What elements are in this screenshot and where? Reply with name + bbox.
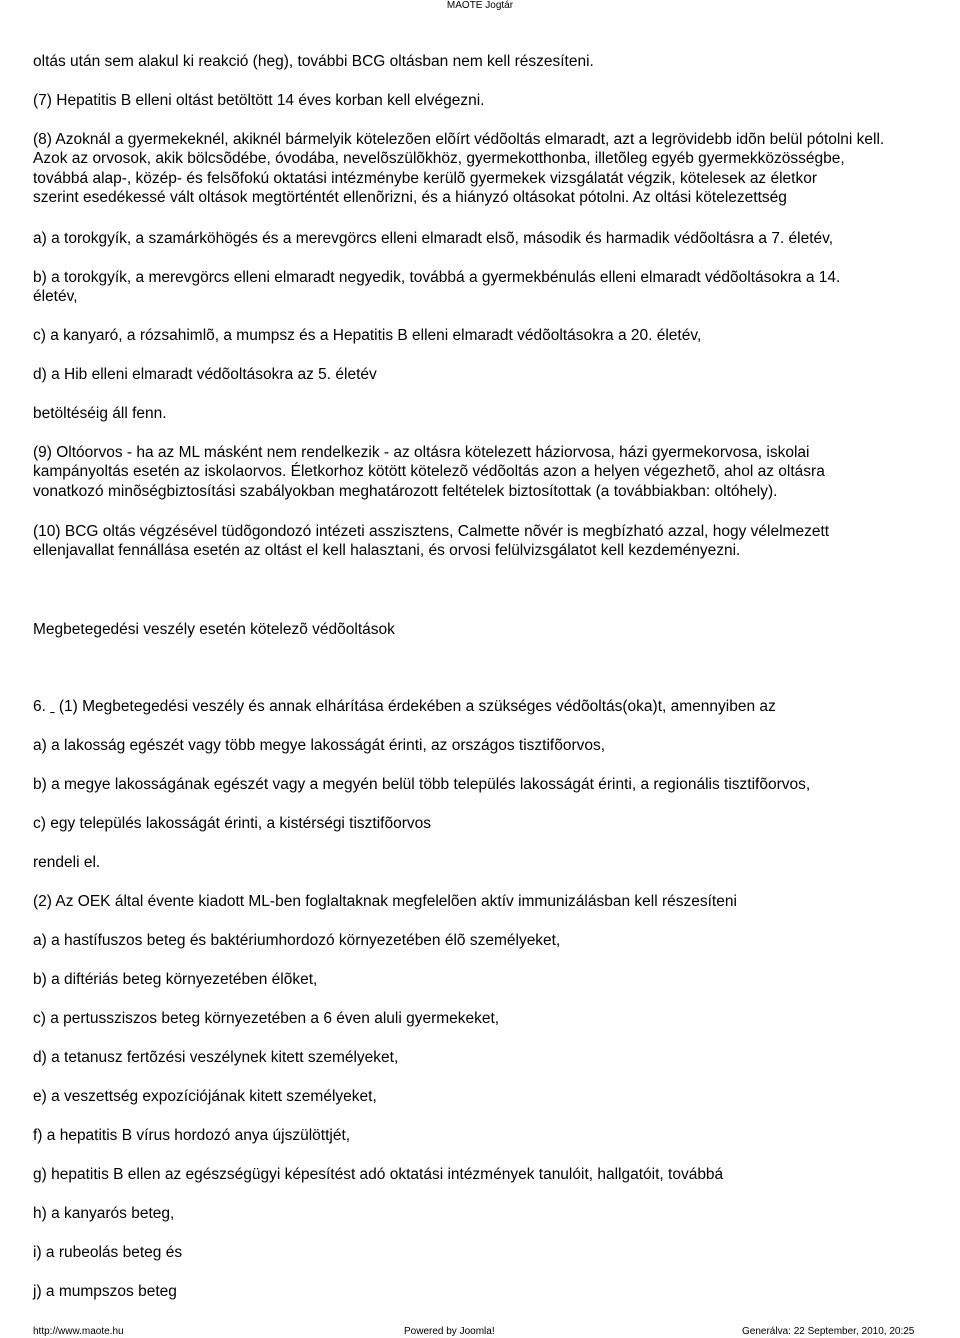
text-line: b) a megye lakosságának egészét vagy a megyén belül több település lakosságát érinti, a regionális tisztifõorvos, — [33, 776, 811, 793]
section-heading — [33, 620, 933, 639]
text-line: j) a mumpszos beteg — [33, 1283, 177, 1300]
paragraph — [33, 1243, 933, 1262]
paragraph — [33, 1165, 933, 1184]
paragraph — [33, 775, 933, 794]
paragraph — [33, 268, 933, 307]
text-line: c) egy település lakosságát érinti, a kistérségi tisztifõorvos — [33, 815, 432, 832]
text-line — [33, 697, 933, 716]
page-header: MAOTE Jogtár — [446, 0, 514, 11]
section-anchor[interactable] — [50, 698, 54, 715]
paragraph — [33, 326, 933, 345]
text-line: g) hepatitis B ellen az egészségügyi képesítést adó oktatási intézmények tanulóit, hallgatóit, továbbá — [33, 1166, 724, 1183]
text-line: a) a hastífuszos beteg és baktériumhordozó környezetében élõ személyeket, — [33, 932, 561, 949]
text-line: Azok az orvosok, akik bölcsõdébe, óvodába, nevelõszülõkhöz, gyermekotthonba, illetõleg egyéb gyermekközösségbe, — [33, 150, 845, 168]
text-line: b) a diftériás beteg környezetében élõket, — [33, 971, 318, 988]
text-line: betöltéséig áll fenn. — [33, 405, 167, 422]
text-line: szerint esedékessé vált oltások megtörténtét ellenõrizni, és a hiányzó oltásokat pótolni. Az oltási kötelezettség — [33, 189, 787, 207]
paragraph — [33, 229, 933, 248]
text-line: ellenjavallat fennállása esetén az oltást el kell halasztani, és orvosi felülvizsgálatot kell kezdeményezni. — [33, 542, 741, 560]
paragraph — [33, 892, 933, 911]
text-line: (8) Azoknál a gyermekeknél, akiknél bármelyik kötelezõen elõírt védõoltás elmaradt, azt a legrövidebb idõn belül pótolni kell. — [33, 131, 885, 148]
paragraph — [33, 736, 933, 755]
text-line: (9) Oltóorvos - ha az ML másként nem rendelkezik - az oltásra kötelezett háziorvosa, házi gyermekorvosa, iskolai — [33, 444, 810, 461]
paragraph — [33, 404, 933, 423]
text-line: életév, — [33, 288, 78, 306]
text-line: rendeli el. — [33, 854, 101, 871]
paragraph — [33, 130, 933, 208]
text-line: h) a kanyarós beteg, — [33, 1205, 175, 1222]
text-line: a) a torokgyík, a szamárköhögés és a merevgörcs elleni elmaradt elsõ, második és harmadik védõoltásra a 7. életév, — [33, 230, 834, 247]
text-line: (10) BCG oltás végzésével tüdõgondozó intézeti asszisztens, Calmette nõvér is megbízható azzal, hogy vélelmezett — [33, 523, 830, 540]
paragraph — [33, 1282, 933, 1301]
page-footer — [0, 1325, 960, 1338]
paragraph — [33, 1048, 933, 1067]
text-line: d) a Hib elleni elmaradt védõoltásokra az 5. életév — [33, 366, 377, 383]
paragraph — [33, 1204, 933, 1223]
paragraph — [33, 1009, 933, 1028]
paragraph — [33, 52, 933, 71]
text-line: f) a hepatitis B vírus hordozó anya újszülöttjét, — [33, 1127, 351, 1144]
footer-url-link[interactable]: http://www.maote.hu — [33, 1326, 124, 1337]
paragraph — [33, 443, 933, 501]
text-line: i) a rubeolás beteg és — [33, 1244, 183, 1261]
text-line: c) a kanyaró, a rózsahimlõ, a mumpsz és a Hepatitis B elleni elmaradt védõoltásokra a 20. életév, — [33, 327, 702, 344]
paragraph — [33, 931, 933, 950]
footer-powered-by: Powered by Joomla! — [404, 1326, 495, 1337]
paragraph — [33, 91, 933, 110]
paragraph — [33, 853, 933, 872]
section-number: 6. — [33, 698, 46, 715]
text-line: c) a pertussziszos beteg környezetében a 6 éven aluli gyermekeket, — [33, 1010, 500, 1027]
text-line: d) a tetanusz fertõzési veszélynek kitett személyeket, — [33, 1049, 399, 1066]
paragraph — [33, 365, 933, 384]
text-line: vonatkozó minõségbiztosítási szabályokban meghatározott feltételek biztosítottak (a továbbiakban: oltóhely). — [33, 482, 778, 500]
paragraph — [33, 1087, 933, 1106]
paragraph — [33, 814, 933, 833]
paragraph — [33, 1126, 933, 1145]
text-line: e) a veszettség expozíciójának kitett személyeket, — [33, 1088, 377, 1105]
footer-generated-date: Generálva: 22 September, 2010, 20:25 — [742, 1326, 915, 1337]
paragraph — [33, 697, 933, 716]
paragraph — [33, 970, 933, 989]
paragraph — [33, 522, 933, 561]
text-line: továbbá alap-, közép- és felsõfokú oktatási intézménybe kerülõ gyermekek vizsgálatát végzik, kötelesek az életkor — [33, 169, 818, 187]
text-line: Megbetegedési veszély esetén kötelezõ védõoltások — [33, 621, 395, 638]
text-line: a) a lakosság egészét vagy több megye lakosságát érinti, az országos tisztifõorvos, — [33, 737, 606, 754]
text-line: kampányoltás esetén az iskolaorvos. Életkorhoz kötött kötelezõ védõoltás azon a helyen végezhetõ, ahol az oltásra — [33, 463, 825, 481]
text-line: (2) Az OEK által évente kiadott ML-ben foglaltaknak megfelelõen aktív immunizálásban kell részesíteni — [33, 893, 737, 910]
text-line: oltás után sem alakul ki reakció (heg), további BCG oltásban nem kell részesíteni. — [33, 53, 594, 70]
text-line: b) a torokgyík, a merevgörcs elleni elmaradt negyedik, továbbá a gyermekbénulás elleni elmaradt védõoltásokra a 14. — [33, 269, 841, 286]
text-line: (1) Megbetegedési veszély és annak elhárítása érdekében a szükséges védõoltás(oka)t, amennyiben az — [58, 698, 776, 715]
text-line: (7) Hepatitis B elleni oltást betöltött 14 éves korban kell elvégezni. — [33, 92, 485, 109]
